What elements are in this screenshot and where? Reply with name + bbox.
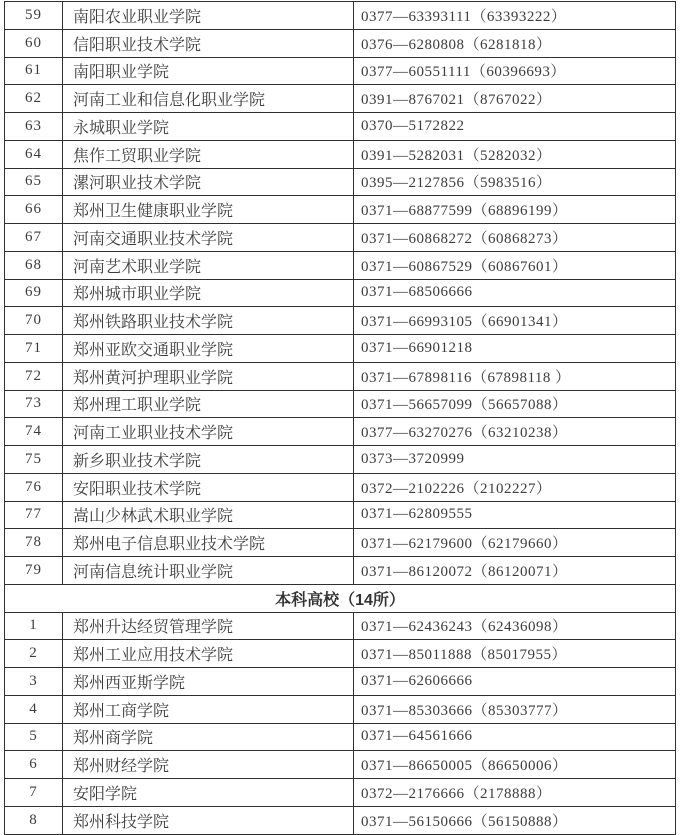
school-name-cell: 郑州卫生健康职业学院 [63,196,354,224]
row-number-cell: 78 [5,529,63,557]
phone-number-cell: 0371—86120072（86120071） [354,557,676,585]
phone-number-cell: 0370—5172822 [354,113,676,141]
phone-number-cell: 0371—86650005（86650006） [354,751,676,779]
phone-number-cell: 0391—5282031（5282032） [354,140,676,168]
school-name-cell: 郑州城市职业学院 [63,279,354,307]
school-name-cell: 郑州财经学院 [63,751,354,779]
table-row [5,251,676,279]
table-row [5,2,676,30]
table-row [5,529,676,557]
school-name-cell: 郑州工商学院 [63,695,354,723]
row-number-cell: 4 [5,695,63,723]
table-row [5,751,676,779]
table-row [5,806,676,834]
table-row [5,29,676,57]
school-name-cell: 河南工业和信息化职业学院 [63,85,354,113]
phone-number-cell: 0395—2127856（5983516） [354,168,676,196]
table-row [5,279,676,307]
school-name-cell: 郑州理工职业学院 [63,390,354,418]
school-name-cell: 郑州铁路职业技术学院 [63,307,354,335]
table-row [5,390,676,418]
row-number-cell: 6 [5,751,63,779]
school-name-cell: 郑州黄河护理职业学院 [63,362,354,390]
table-row [5,501,676,529]
row-number-cell: 65 [5,168,63,196]
table-row [5,418,676,446]
school-name-cell: 南阳职业学院 [63,57,354,85]
table-row [5,362,676,390]
school-name-cell: 河南艺术职业学院 [63,251,354,279]
table-row [5,640,676,668]
school-name-cell: 信阳职业技术学院 [63,29,354,57]
row-number-cell: 63 [5,113,63,141]
row-number-cell: 77 [5,501,63,529]
row-number-cell: 2 [5,640,63,668]
table-row [5,695,676,723]
section-header-row [5,584,676,612]
school-name-cell: 永城职业学院 [63,113,354,141]
phone-directory-table [4,1,676,835]
phone-number-cell: 0371—60868272（60868273） [354,224,676,252]
phone-number-cell: 0377—63393111（63393222） [354,2,676,30]
table-row [5,446,676,474]
school-name-cell: 焦作工贸职业学院 [63,140,354,168]
phone-number-cell: 0371—56150666（56150888） [354,806,676,834]
phone-number-cell: 0371—62809555 [354,501,676,529]
phone-number-cell: 0371—62179600（62179660） [354,529,676,557]
phone-number-cell: 0371—66901218 [354,335,676,363]
row-number-cell: 60 [5,29,63,57]
table-row [5,57,676,85]
row-number-cell: 71 [5,335,63,363]
phone-number-cell: 0371—68877599（68896199） [354,196,676,224]
row-number-cell: 5 [5,723,63,751]
phone-number-cell: 0371—62436243（62436098） [354,612,676,640]
table-row [5,168,676,196]
row-number-cell: 8 [5,806,63,834]
table-row [5,557,676,585]
phone-number-cell: 0371—67898116（67898118 ） [354,362,676,390]
phone-number-cell: 0377—60551111（60396693） [354,57,676,85]
phone-number-cell: 0371—68506666 [354,279,676,307]
school-name-cell: 郑州亚欧交通职业学院 [63,335,354,363]
row-number-cell: 61 [5,57,63,85]
phone-number-cell: 0372—2102226（2102227） [354,473,676,501]
row-number-cell: 62 [5,85,63,113]
school-name-cell: 郑州工业应用技术学院 [63,640,354,668]
school-name-cell: 嵩山少林武术职业学院 [63,501,354,529]
row-number-cell: 79 [5,557,63,585]
row-number-cell: 1 [5,612,63,640]
row-number-cell: 70 [5,307,63,335]
school-name-cell: 河南信息统计职业学院 [63,557,354,585]
table-row [5,224,676,252]
phone-number-cell: 0371—56657099（56657088） [354,390,676,418]
phone-number-cell: 0371—62606666 [354,668,676,696]
school-name-cell: 安阳学院 [63,779,354,807]
school-name-cell: 郑州升达经贸管理学院 [63,612,354,640]
row-number-cell: 75 [5,446,63,474]
table-row [5,612,676,640]
phone-number-cell: 0371—66993105（66901341） [354,307,676,335]
row-number-cell: 76 [5,473,63,501]
school-name-cell: 南阳农业职业学院 [63,2,354,30]
phone-number-cell: 0373—3720999 [354,446,676,474]
table-row [5,779,676,807]
table-row [5,140,676,168]
section-header-label: 本科高校（14所） [5,584,676,612]
phone-number-cell: 0376—6280808（6281818） [354,29,676,57]
row-number-cell: 73 [5,390,63,418]
row-number-cell: 64 [5,140,63,168]
table-row [5,723,676,751]
phone-number-cell: 0371—85303666（85303777） [354,695,676,723]
phone-number-cell: 0371—85011888（85017955） [354,640,676,668]
school-name-cell: 郑州西亚斯学院 [63,668,354,696]
row-number-cell: 59 [5,2,63,30]
table-row [5,196,676,224]
school-name-cell: 河南交通职业技术学院 [63,224,354,252]
phone-number-cell: 0371—60867529（60867601） [354,251,676,279]
table-row [5,307,676,335]
row-number-cell: 7 [5,779,63,807]
table-row [5,668,676,696]
school-name-cell: 郑州科技学院 [63,806,354,834]
table-body [5,2,676,835]
phone-number-cell: 0391—8767021（8767022） [354,85,676,113]
school-name-cell: 新乡职业技术学院 [63,446,354,474]
row-number-cell: 67 [5,224,63,252]
school-name-cell: 河南工业职业技术学院 [63,418,354,446]
school-name-cell: 郑州商学院 [63,723,354,751]
phone-number-cell: 0371—64561666 [354,723,676,751]
table-row [5,335,676,363]
school-name-cell: 漯河职业技术学院 [63,168,354,196]
table-row [5,473,676,501]
row-number-cell: 69 [5,279,63,307]
row-number-cell: 66 [5,196,63,224]
table-row [5,113,676,141]
row-number-cell: 68 [5,251,63,279]
phone-number-cell: 0372—2176666（2178888） [354,779,676,807]
phone-directory [4,1,676,835]
table-row [5,85,676,113]
phone-number-cell: 0377—63270276（63210238） [354,418,676,446]
row-number-cell: 74 [5,418,63,446]
school-name-cell: 郑州电子信息职业技术学院 [63,529,354,557]
row-number-cell: 72 [5,362,63,390]
school-name-cell: 安阳职业技术学院 [63,473,354,501]
row-number-cell: 3 [5,668,63,696]
